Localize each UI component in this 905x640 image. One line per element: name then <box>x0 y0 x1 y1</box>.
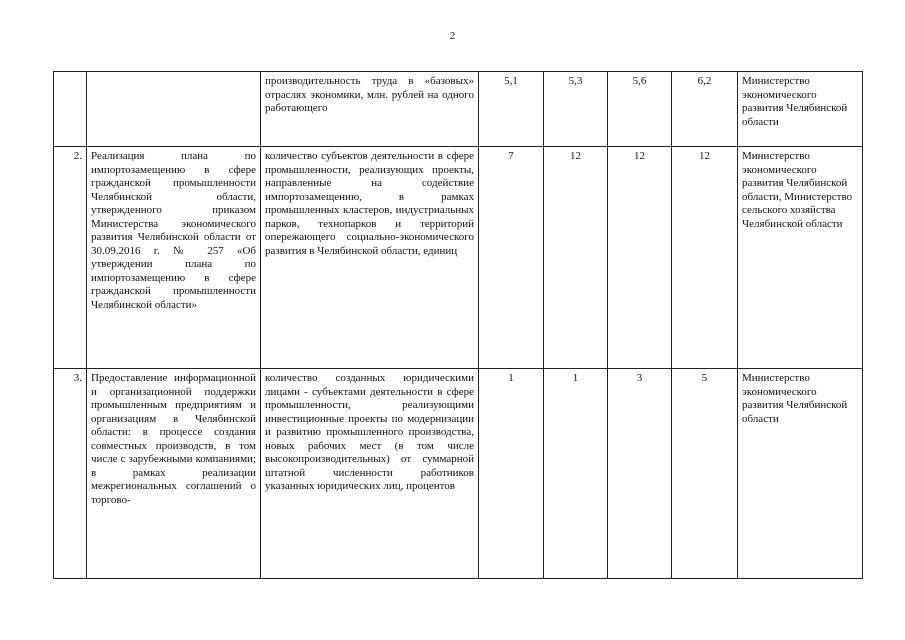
value-cell: 1 <box>479 369 544 579</box>
page-number: 2 <box>449 30 456 42</box>
row-number: 3. <box>54 369 87 579</box>
value-cell: 5,3 <box>544 72 608 147</box>
executor-cell: Министерство экономического развития Челябинской области <box>738 369 863 579</box>
indicator-cell: количество созданных юридическими лицами - субъектами деятельности в сфере промышленности, реализующими инвестиционные проекты по модернизации и развитию промышленного производства, новых рабочих мест (в том числе высокопроизводительных) от суммарной штатной численности работников указанных юридических лиц, процентов <box>261 369 479 579</box>
measures-table <box>53 71 863 579</box>
value-cell: 5,1 <box>479 72 544 147</box>
row-number <box>54 72 87 147</box>
table-row <box>54 369 863 579</box>
row-number: 2. <box>54 147 87 369</box>
value-cell: 6,2 <box>672 72 738 147</box>
value-cell: 3 <box>608 369 672 579</box>
table-row <box>54 147 863 369</box>
value-cell: 1 <box>544 369 608 579</box>
value-cell: 12 <box>544 147 608 369</box>
value-cell: 5,6 <box>608 72 672 147</box>
value-cell: 12 <box>608 147 672 369</box>
value-cell: 12 <box>672 147 738 369</box>
measure-cell: Предоставление информационной и организационной поддержки промышленным предприятиям и организациям в Челябинской области: в процессе создания совместных производств, в том числе с зарубежными компаниями; в рамках реализации межрегиональных соглашений о торгово- <box>87 369 261 579</box>
measure-cell: Реализация плана по импортозамещению в сфере гражданской промышленности Челябинской области, утвержденного приказом Министерства экономического развития Челябинской области от 30.09.2016 г. № 257 «Об утверждении плана по импортозамещению в сфере гражданской промышленности Челябинской области» <box>87 147 261 369</box>
executor-cell: Министерство экономического развития Челябинской области <box>738 72 863 147</box>
value-cell: 5 <box>672 369 738 579</box>
table-row <box>54 72 863 147</box>
measure-cell <box>87 72 261 147</box>
indicator-cell: производительность труда в «базовых» отраслях экономики, млн. рублей на одного работающего <box>261 72 479 147</box>
indicator-cell: количество субъектов деятельности в сфере промышленности, реализующих проекты, направленные на содействие импортозамещению, в рамках промышленных кластеров, индустриальных парков, технопарков и территорий опережающего социально-экономического развития в Челябинской области, единиц <box>261 147 479 369</box>
value-cell: 7 <box>479 147 544 369</box>
executor-cell: Министерство экономического развития Челябинской области, Министерство сельского хозяйства Челябинской области <box>738 147 863 369</box>
